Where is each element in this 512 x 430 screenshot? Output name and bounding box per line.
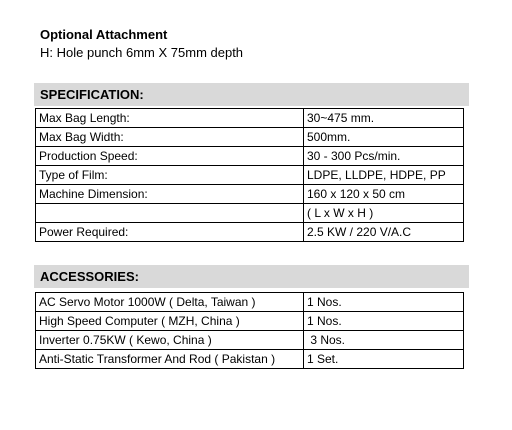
table-row bbox=[36, 204, 464, 223]
table-row bbox=[36, 312, 464, 331]
spec-value: 30 - 300 Pcs/min. bbox=[304, 147, 464, 166]
spec-value: ( L x W x H ) bbox=[304, 204, 464, 223]
spec-value: 160 x 120 x 50 cm bbox=[304, 185, 464, 204]
spec-value: 2.5 KW / 220 V/A.C bbox=[304, 223, 464, 242]
accessory-value: 1 Set. bbox=[304, 350, 464, 369]
table-row bbox=[36, 350, 464, 369]
accessory-label: Inverter 0.75KW ( Kewo, China ) bbox=[36, 331, 304, 350]
accessory-value: 1 Nos. bbox=[304, 293, 464, 312]
table-row bbox=[36, 166, 464, 185]
spec-label: Power Required: bbox=[36, 223, 304, 242]
spec-value: 500mm. bbox=[304, 128, 464, 147]
spec-label: Max Bag Width: bbox=[36, 128, 304, 147]
accessories-header: ACCESSORIES: bbox=[34, 265, 469, 288]
spec-label: Max Bag Length: bbox=[36, 109, 304, 128]
spec-label: Production Speed: bbox=[36, 147, 304, 166]
table-row bbox=[36, 293, 464, 312]
table-row bbox=[36, 223, 464, 242]
table-row bbox=[36, 331, 464, 350]
table-row bbox=[36, 147, 464, 166]
accessory-value: 3 Nos. bbox=[304, 331, 464, 350]
optional-attachment-line: H: Hole punch 6mm X 75mm depth bbox=[40, 45, 244, 60]
spec-label bbox=[36, 204, 304, 223]
spec-value: 30~475 mm. bbox=[304, 109, 464, 128]
table-row bbox=[36, 109, 464, 128]
table-row bbox=[36, 128, 464, 147]
accessory-label: High Speed Computer ( MZH, China ) bbox=[36, 312, 304, 331]
spec-value: LDPE, LLDPE, HDPE, PP bbox=[304, 166, 464, 185]
specification-table bbox=[35, 108, 464, 242]
spec-label: Type of Film: bbox=[36, 166, 304, 185]
specification-header: SPECIFICATION: bbox=[34, 83, 469, 106]
accessory-value: 1 Nos. bbox=[304, 312, 464, 331]
table-row bbox=[36, 185, 464, 204]
optional-attachment-title: Optional Attachment bbox=[40, 27, 168, 42]
spec-label: Machine Dimension: bbox=[36, 185, 304, 204]
accessory-label: Anti-Static Transformer And Rod ( Pakistan ) bbox=[36, 350, 304, 369]
accessories-table bbox=[35, 292, 464, 369]
accessory-label: AC Servo Motor 1000W ( Delta, Taiwan ) bbox=[36, 293, 304, 312]
